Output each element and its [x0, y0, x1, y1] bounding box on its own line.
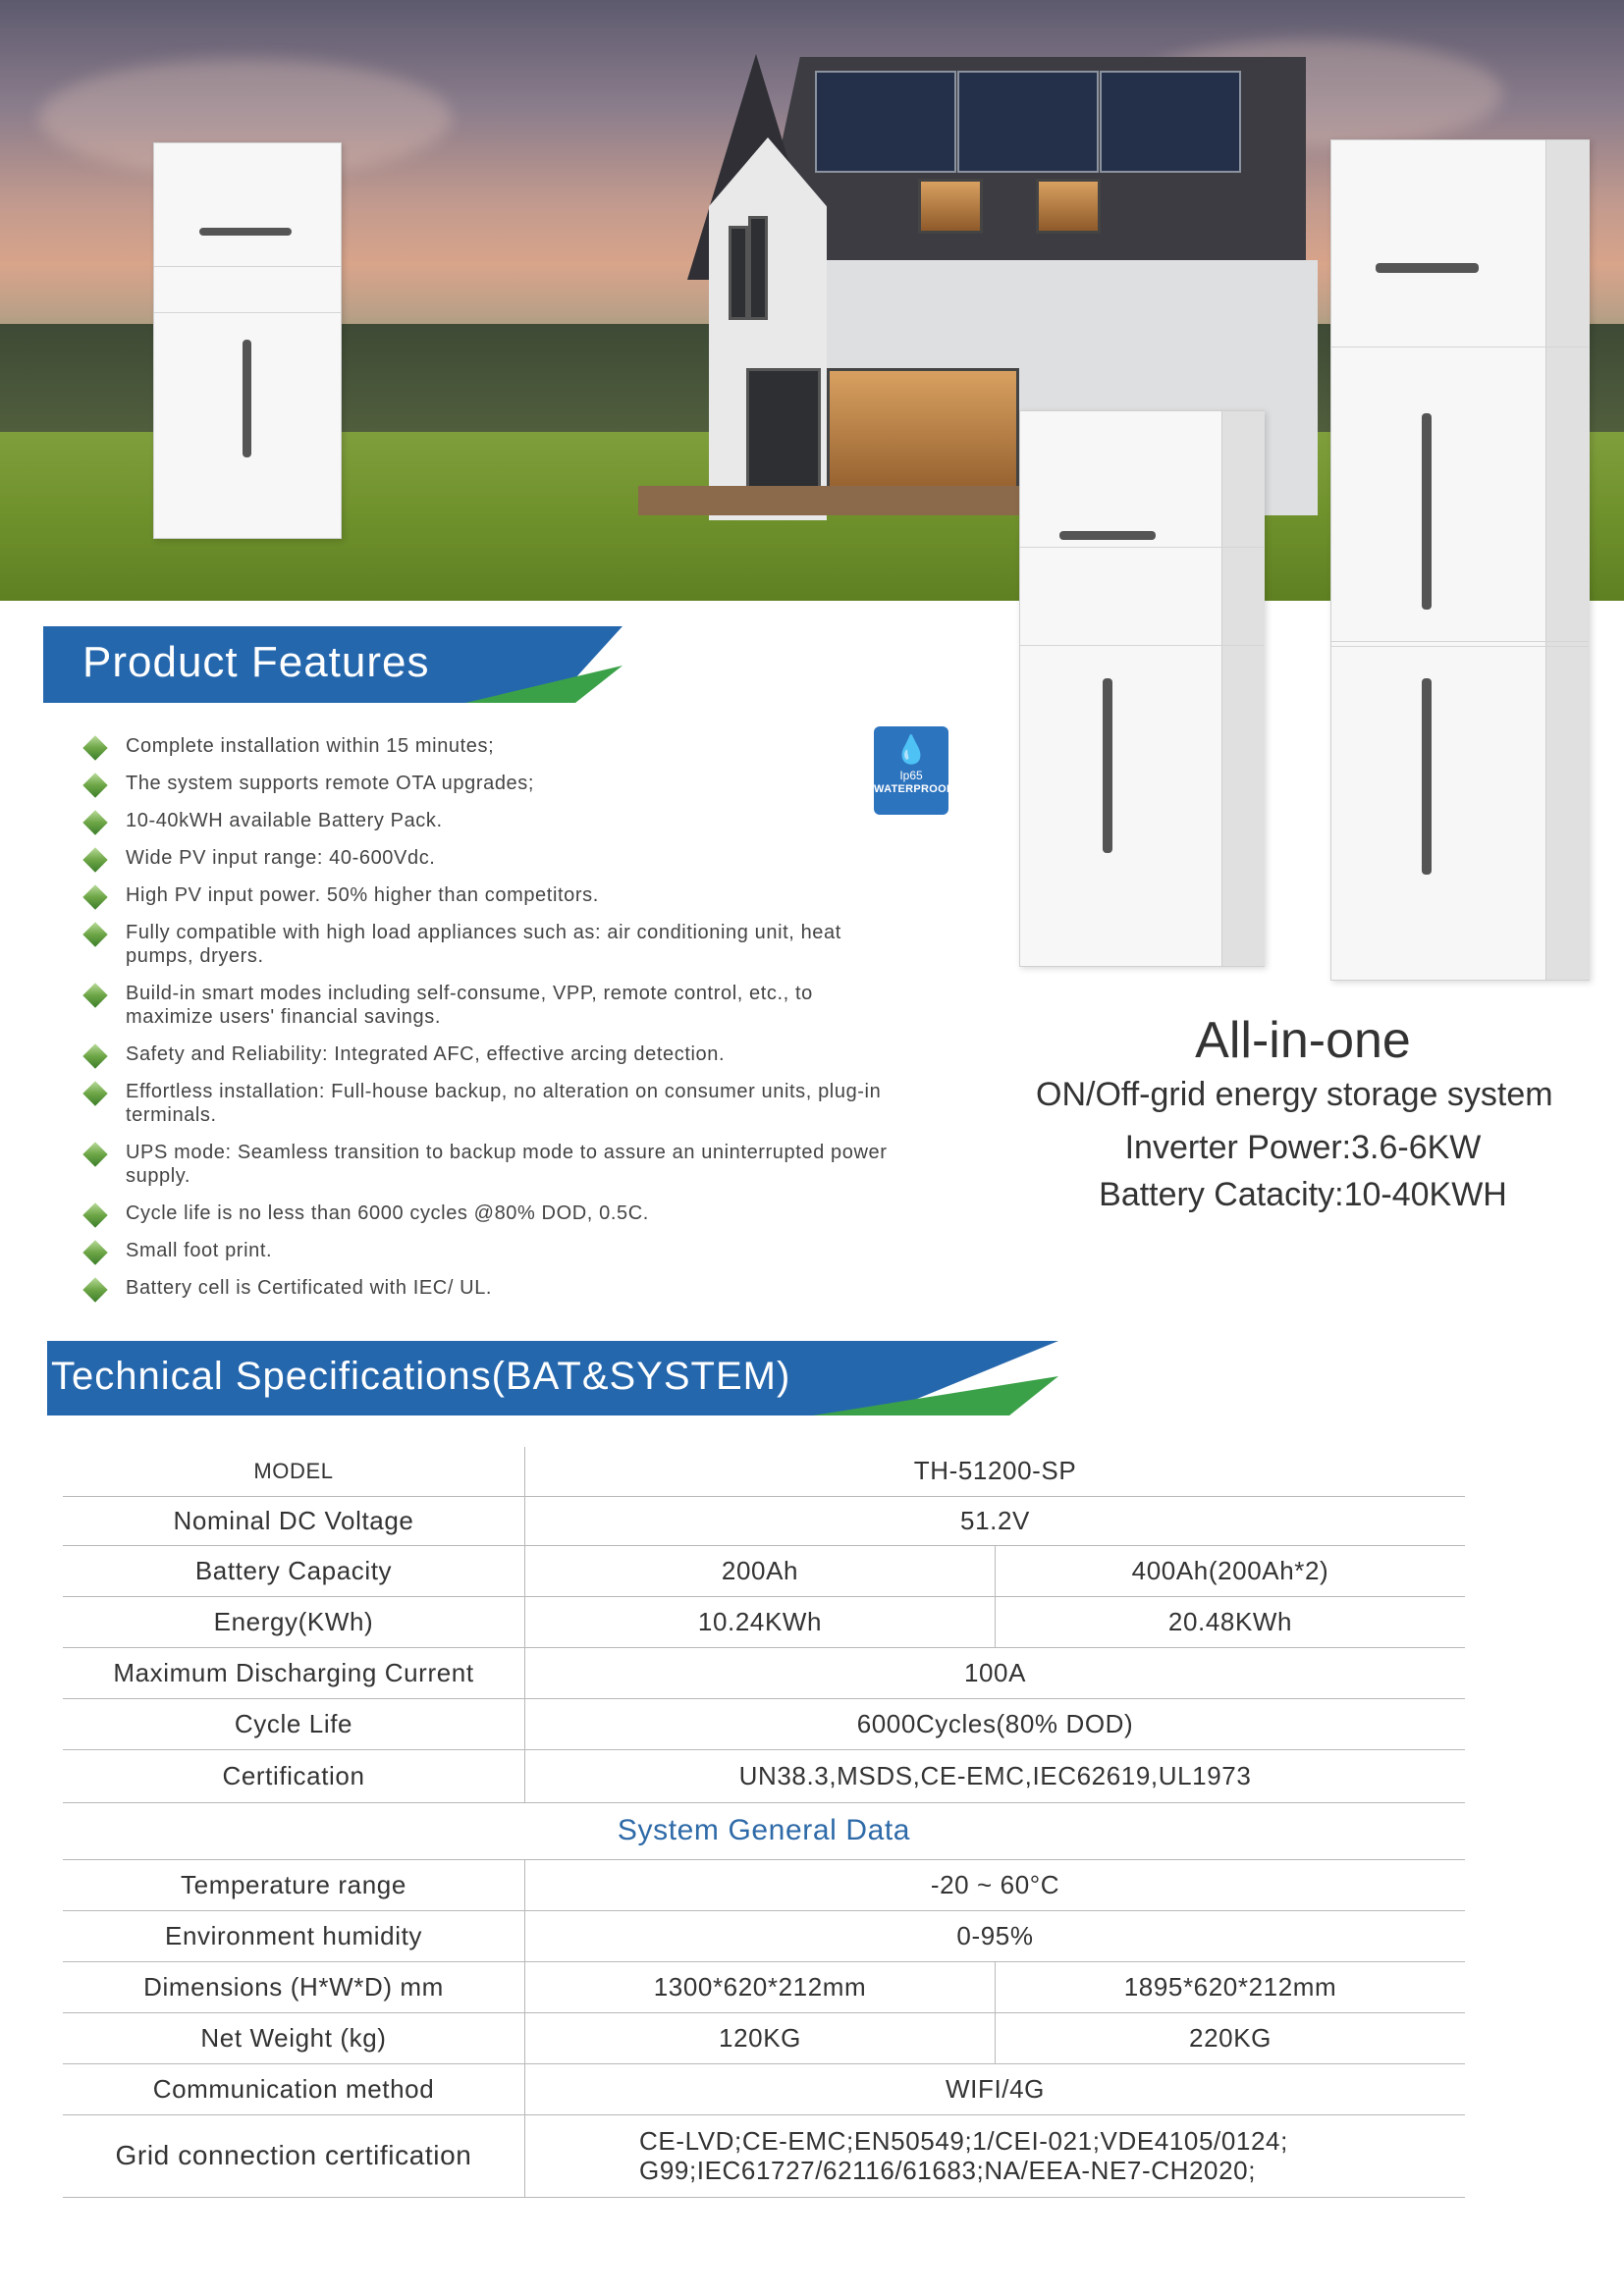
spec-table [63, 1447, 1465, 2198]
current-value: 100A [525, 1647, 1466, 1698]
grid-certification-line: G99;IEC61727/62116/61683;NA/EEA-NE7-CH2020; [639, 2156, 1257, 2185]
diamond-bullet-icon [82, 1043, 107, 1068]
current-label: Maximum Discharging Current [63, 1647, 525, 1698]
diamond-bullet-icon [82, 810, 107, 834]
tech-specs-title: Technical Specifications(BAT&SYSTEM) [51, 1355, 791, 1398]
solar-panel [1100, 71, 1241, 173]
voltage-value: 51.2V [525, 1496, 1466, 1545]
all-in-one-title: All-in-one [1195, 1012, 1411, 1069]
inverter-power: Inverter Power:3.6-6KW [1124, 1129, 1482, 1166]
feature-item: The system supports remote OTA upgrades; [84, 772, 890, 795]
diamond-bullet-icon [82, 847, 107, 872]
weight-value-a: 120KG [525, 2012, 996, 2063]
table-row [63, 1496, 1465, 1545]
certification-value: UN38.3,MSDS,CE-EMC,IEC62619,UL1973 [525, 1749, 1466, 1802]
diamond-bullet-icon [82, 1277, 107, 1302]
feature-item: 10-40kWH available Battery Pack. [84, 809, 890, 832]
capacity-label: Battery Capacity [63, 1545, 525, 1596]
dimensions-value-a: 1300*620*212mm [525, 1961, 996, 2012]
product-features-title: Product Features [82, 638, 430, 686]
feature-item: Battery cell is Certificated with IEC/ UL. [84, 1276, 890, 1300]
battery-capacity: Battery Catacity:10-40KWH [1099, 1176, 1507, 1213]
battery-unit-tall [1330, 139, 1590, 981]
table-row [63, 1749, 1465, 1802]
ip65-waterproof-badge [874, 726, 954, 815]
diamond-bullet-icon [82, 1081, 107, 1105]
dimensions-label: Dimensions (H*W*D) mm [63, 1961, 525, 2012]
feature-item: UPS mode: Seamless transition to backup mode to assure an uninterrupted power supply. [84, 1141, 901, 1188]
cycle-value: 6000Cycles(80% DOD) [525, 1698, 1466, 1749]
battery-handle [199, 228, 292, 236]
table-row [63, 1596, 1465, 1647]
table-row [63, 1447, 1465, 1496]
humidity-value: 0-95% [525, 1910, 1466, 1961]
voltage-label: Nominal DC Voltage [63, 1496, 525, 1545]
diamond-bullet-icon [82, 983, 107, 1007]
weight-label: Net Weight (kg) [63, 2012, 525, 2063]
skylight [918, 179, 983, 234]
battery-handle [1103, 678, 1112, 853]
feature-item: Wide PV input range: 40-600Vdc. [84, 846, 890, 870]
certification-label: Certification [63, 1749, 525, 1802]
temperature-value: -20 ~ 60°C [525, 1859, 1466, 1910]
ip-rating-text: Ip65 [899, 769, 923, 782]
battery-handle [243, 340, 251, 457]
capacity-value-b: 400Ah(200Ah*2) [996, 1545, 1466, 1596]
table-row [63, 2114, 1465, 2197]
tech-specs-banner [47, 1341, 1058, 1415]
wooden-deck [638, 486, 1051, 515]
table-row [63, 2012, 1465, 2063]
feature-item: Effortless installation: Full-house backup, no alteration on consumer units, plug-in terminals. [84, 1080, 901, 1127]
humidity-label: Environment humidity [63, 1910, 525, 1961]
feature-item: High PV input power. 50% higher than competitors. [84, 883, 890, 907]
house-window [748, 216, 768, 320]
table-row [63, 1647, 1465, 1698]
feature-item: Build-in smart modes including self-consume, VPP, remote control, etc., to maximize users' financial savings. [84, 982, 872, 1029]
feature-item: Cycle life is no less than 6000 cycles @80% DOD, 0.5C. [84, 1201, 890, 1225]
feature-item: Small foot print. [84, 1239, 890, 1262]
solar-panel [815, 71, 956, 173]
table-row [63, 1910, 1465, 1961]
cycle-label: Cycle Life [63, 1698, 525, 1749]
diamond-bullet-icon [82, 773, 107, 797]
waterproof-text: WATERPROOF [874, 783, 954, 795]
model-label: MODEL [63, 1447, 525, 1496]
energy-value-b: 20.48KWh [996, 1596, 1466, 1647]
house-window [729, 226, 748, 320]
energy-value-a: 10.24KWh [525, 1596, 996, 1647]
table-row [63, 2063, 1465, 2114]
capacity-value-a: 200Ah [525, 1545, 996, 1596]
dimensions-value-b: 1895*620*212mm [996, 1961, 1466, 2012]
battery-handle [1422, 678, 1432, 875]
feature-item: Complete installation within 15 minutes; [84, 734, 890, 758]
table-row [63, 1545, 1465, 1596]
temperature-label: Temperature range [63, 1859, 525, 1910]
feature-item: Fully compatible with high load appliances such as: air conditioning unit, heat pumps, dryers. [84, 921, 872, 968]
diamond-bullet-icon [82, 1202, 107, 1227]
battery-unit-small [153, 142, 342, 539]
grid-certification-label: Grid connection certification [63, 2114, 525, 2197]
features-list [84, 734, 890, 1300]
model-value: TH-51200-SP [525, 1447, 1466, 1496]
skylight [1036, 179, 1101, 234]
diamond-bullet-icon [82, 735, 107, 760]
water-drops-icon: 💧 [893, 734, 929, 765]
diamond-bullet-icon [82, 1142, 107, 1166]
table-row [63, 1961, 1465, 2012]
table-row [63, 1802, 1465, 1859]
product-features-banner [43, 626, 632, 703]
diamond-bullet-icon [82, 884, 107, 909]
table-row [63, 1859, 1465, 1910]
solar-panel [957, 71, 1099, 173]
table-row [63, 1698, 1465, 1749]
battery-handle [1376, 263, 1479, 273]
grid-certification-line: CE-LVD;CE-EMC;EN50549;1/CEI-021;VDE4105/0124; [639, 2126, 1288, 2156]
communication-label: Communication method [63, 2063, 525, 2114]
energy-label: Energy(KWh) [63, 1596, 525, 1647]
battery-handle [1422, 413, 1432, 610]
weight-value-b: 220KG [996, 2012, 1466, 2063]
battery-unit-medium [1019, 410, 1265, 967]
communication-value: WIFI/4G [525, 2063, 1466, 2114]
all-in-one-subtitle: ON/Off-grid energy storage system [1036, 1076, 1553, 1113]
battery-handle [1059, 531, 1156, 540]
feature-item: Safety and Reliability: Integrated AFC, effective arcing detection. [84, 1042, 890, 1066]
diamond-bullet-icon [82, 1240, 107, 1264]
diamond-bullet-icon [82, 922, 107, 946]
grid-certification-value [525, 2114, 1466, 2197]
system-general-data-heading: System General Data [63, 1802, 1465, 1859]
